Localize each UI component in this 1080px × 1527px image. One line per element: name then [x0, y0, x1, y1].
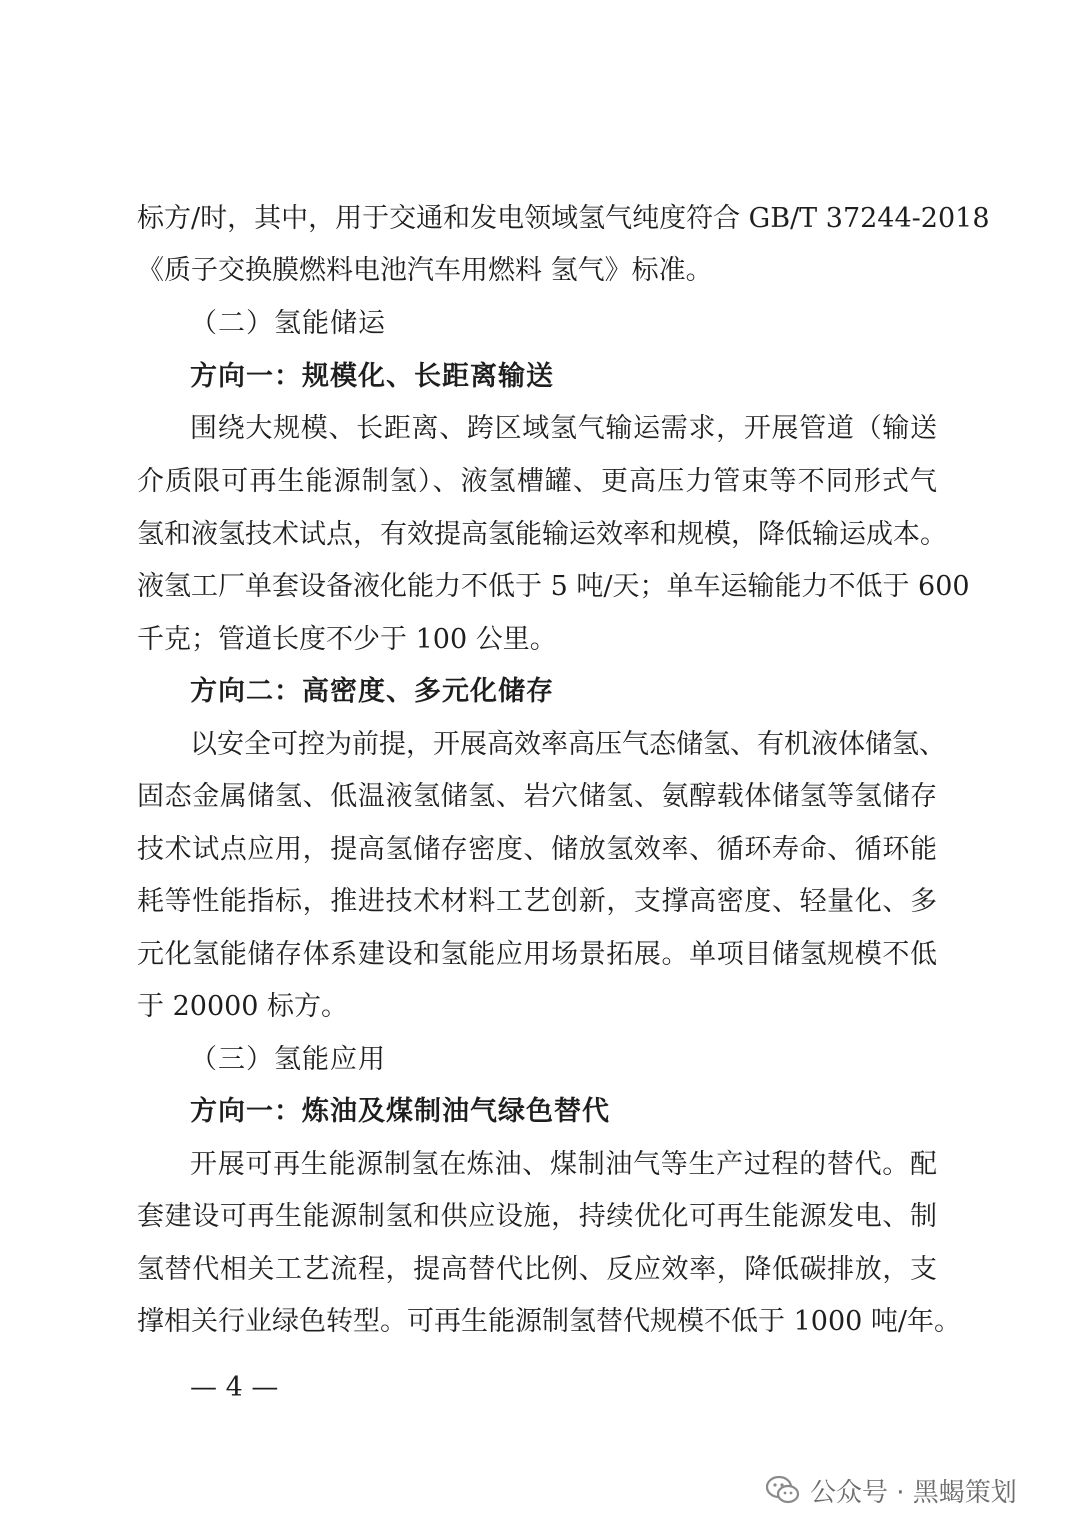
body-line: 液氢工厂单套设备液化能力不低于 5 吨/天；单车运输能力不低于 600: [137, 571, 970, 602]
direction-heading: 方向一：炼油及煤制油气绿色替代: [190, 1096, 610, 1127]
body-line: 开展可再生能源制氢在炼油、煤制油气等生产过程的替代。配: [190, 1149, 937, 1180]
body-line: 以安全可控为前提，开展高效率高压气态储氢、有机液体储氢、: [190, 729, 946, 760]
body-line: 耗等性能指标，推进技术材料工艺创新，支撑高密度、轻量化、多: [137, 886, 937, 917]
direction-heading: 方向一：规模化、长距离输送: [190, 361, 554, 392]
watermark-text: 公众号 · 黑蝎策划: [810, 1477, 1017, 1508]
body-line: 《质子交换膜燃料电池汽车用燃料 氢气》标准。: [137, 255, 713, 286]
body-line: 标方/时，其中，用于交通和发电领域氢气纯度符合 GB/T 37244-2018: [137, 203, 990, 234]
body-line: 氢和液氢技术试点，有效提高氢能输运效率和规模，降低输运成本。: [137, 519, 947, 550]
body-line: 元化氢能储存体系建设和氢能应用场景拓展。单项目储氢规模不低: [137, 939, 937, 970]
section-heading: （三）氢能应用: [190, 1044, 386, 1075]
body-line: 套建设可再生能源制氢和供应设施，持续优化可再生能源发电、制: [137, 1201, 937, 1232]
body-line: 于 20000 标方。: [137, 991, 349, 1022]
section-heading: （二）氢能储运: [190, 308, 386, 339]
body-line: 围绕大规模、长距离、跨区域氢气输运需求，开展管道（输送: [190, 413, 937, 444]
wechat-icon: [766, 1475, 800, 1505]
body-line: 撑相关行业绿色转型。可再生能源制氢替代规模不低于 1000 吨/年。: [137, 1306, 961, 1337]
body-line: 介质限可再生能源制氢）、液氢槽罐、更高压力管束等不同形式气: [137, 466, 937, 497]
body-line: 氢替代相关工艺流程，提高替代比例、反应效率，降低碳排放，支: [137, 1254, 937, 1285]
body-line: 技术试点应用，提高氢储存密度、储放氢效率、循环寿命、循环能: [137, 834, 937, 865]
body-line: 千克；管道长度不少于 100 公里。: [137, 624, 557, 655]
page-number: — 4 —: [190, 1372, 279, 1403]
body-line: 固态金属储氢、低温液氢储氢、岩穴储氢、氨醇载体储氢等氢储存: [137, 781, 937, 812]
direction-heading: 方向二：高密度、多元化储存: [190, 676, 554, 707]
wechat-watermark: [766, 1470, 1017, 1510]
